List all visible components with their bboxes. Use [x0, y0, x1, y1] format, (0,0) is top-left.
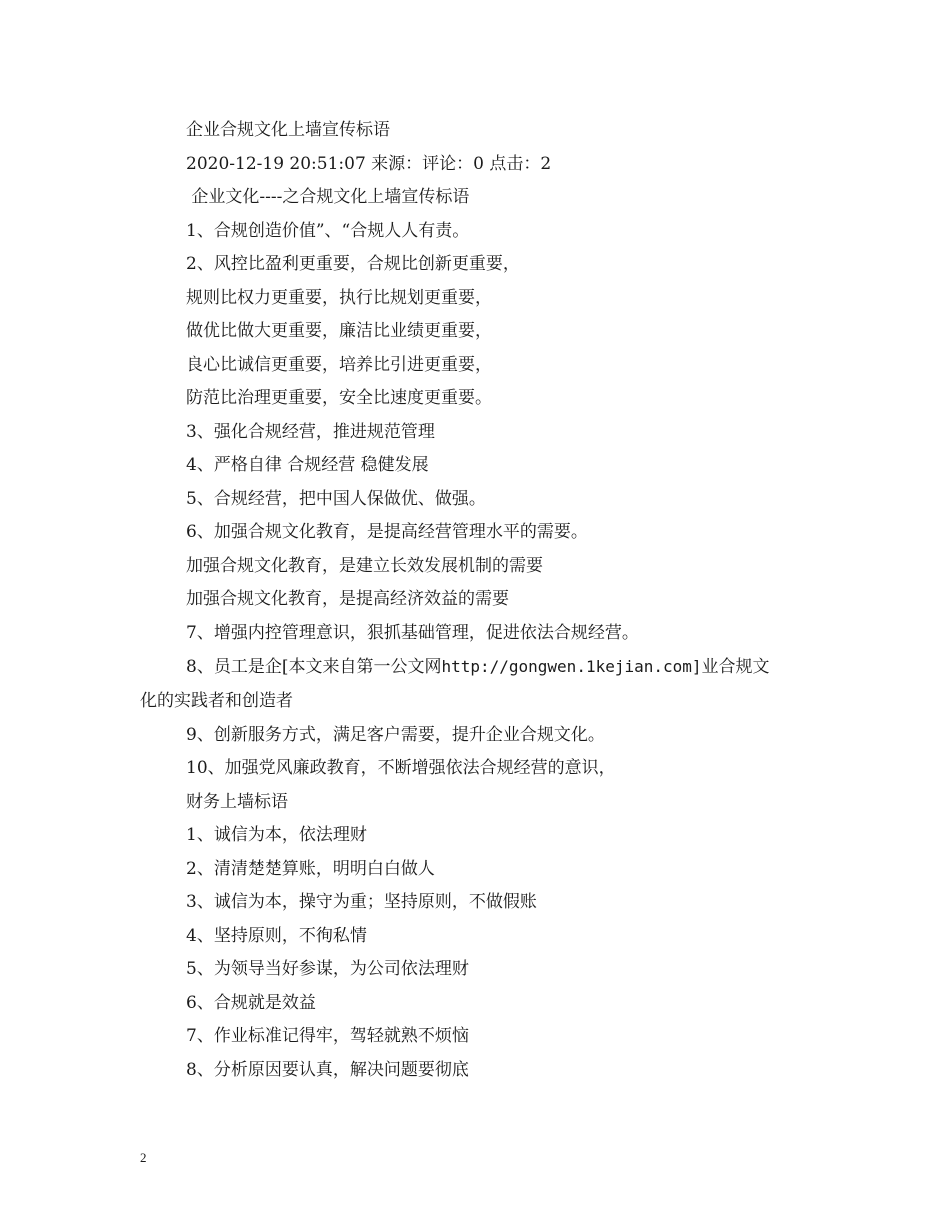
text-line: 1、合规创造价值”、“合规人人有责。 — [186, 221, 470, 241]
document-meta: 2020-12-19 20:51:07 来源：评论：0 点击：2 — [186, 154, 552, 174]
item8-text-start: 8、员工是企[本文来自第一公文网 — [186, 657, 442, 677]
item8-text-end: 业合规文 — [701, 657, 770, 677]
text-line: 2、风控比盈利更重要，合规比创新更重要， — [186, 254, 520, 274]
text-line: 1、诚信为本，依法理财 — [186, 825, 367, 845]
text-line: 10、加强党风廉政教育，不断增强依法合规经营的意识， — [186, 758, 616, 778]
text-line: 4、坚持原则，不徇私情 — [186, 926, 367, 946]
text-line: 加强合规文化教育，是建立长效发展机制的需要 — [186, 556, 543, 576]
text-line: 7、作业标准记得牢，驾轻就熟不烦恼 — [186, 1026, 469, 1046]
source-url-link[interactable]: http://gongwen.1kejian.com] — [441, 657, 702, 676]
text-line: 加强合规文化教育，是提高经济效益的需要 — [186, 589, 509, 609]
text-line: 3、强化合规经营，推进规范管理 — [186, 422, 435, 442]
text-line: 做优比做大更重要，廉洁比业绩更重要， — [186, 321, 492, 341]
text-line-continuation: 化的实践者和创造者 — [140, 691, 293, 711]
document-title: 企业合规文化上墙宣传标语 — [186, 120, 390, 140]
text-line: 6、合规就是效益 — [186, 993, 316, 1013]
text-line: 4、严格自律 合规经营 稳健发展 — [186, 455, 429, 475]
text-line: 2、清清楚楚算账，明明白白做人 — [186, 859, 435, 879]
section-heading: 企业文化----之合规文化上墙宣传标语 — [186, 187, 470, 207]
text-line: 9、创新服务方式，满足客户需要，提升企业合规文化。 — [186, 725, 605, 745]
text-line: 8、分析原因要认真，解决问题要彻底 — [186, 1060, 469, 1080]
text-line: 5、合规经营，把中国人保做优、做强。 — [186, 489, 486, 509]
text-line: 7、增强内控管理意识，狠抓基础管理，促进依法合规经营。 — [186, 623, 639, 643]
text-line: 良心比诚信更重要，培养比引进更重要， — [186, 355, 492, 375]
subsection-heading: 财务上墙标语 — [186, 792, 288, 812]
text-line: 规则比权力更重要，执行比规划更重要， — [186, 288, 492, 308]
page-number: 2 — [140, 1150, 147, 1165]
text-line: 5、为领导当好参谋，为公司依法理财 — [186, 959, 469, 979]
text-line: 3、诚信为本，操守为重；坚持原则，不做假账 — [186, 892, 537, 912]
text-line: 6、加强合规文化教育，是提高经营管理水平的需要。 — [186, 522, 588, 542]
text-line: 防范比治理更重要，安全比速度更重要。 — [186, 388, 492, 408]
text-line-item8 — [186, 656, 770, 678]
